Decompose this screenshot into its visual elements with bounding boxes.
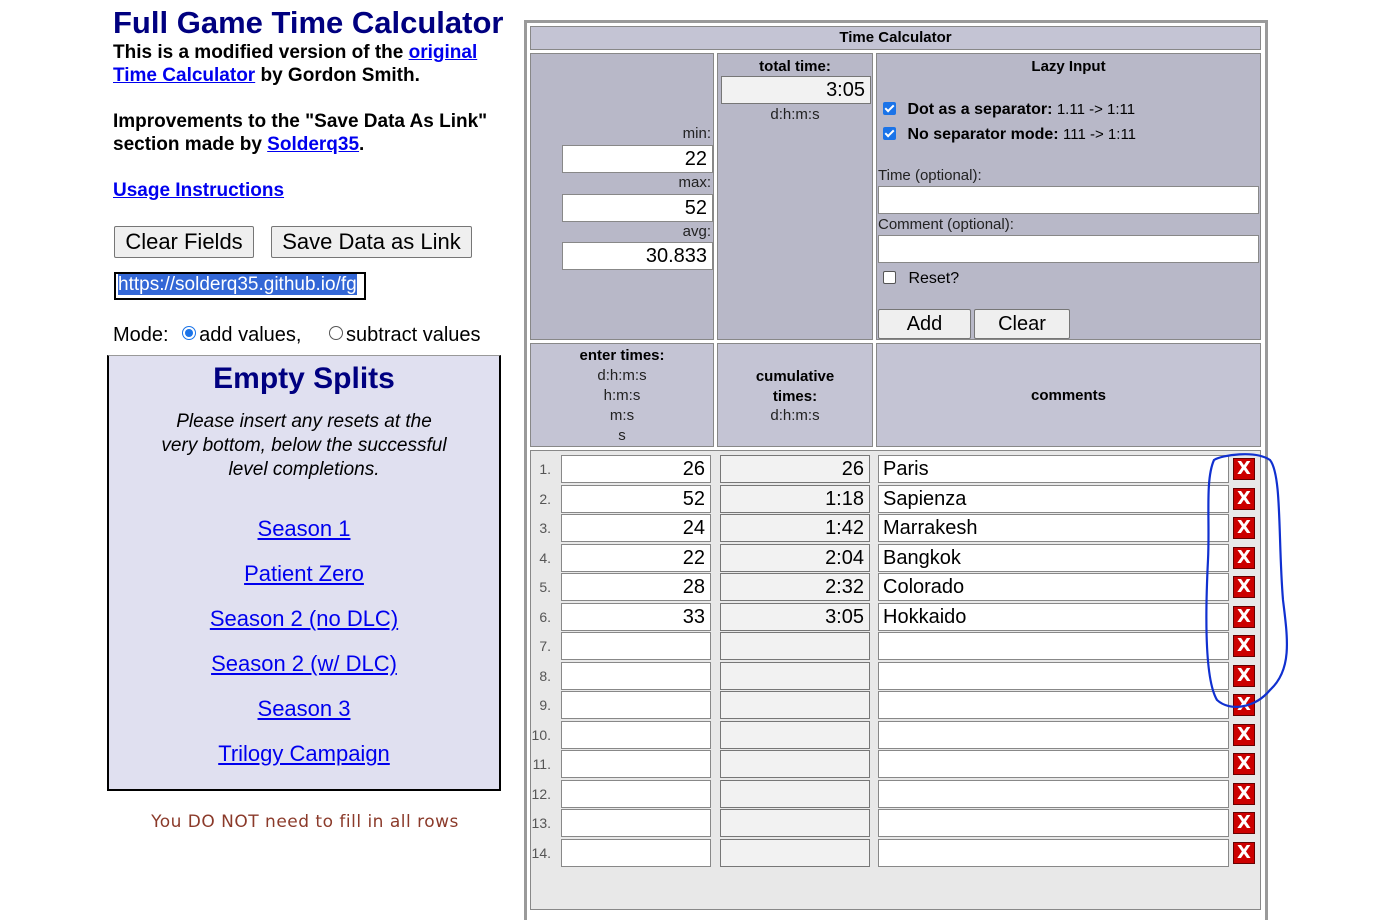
lazy-input-panel xyxy=(876,53,1261,340)
comment-input[interactable] xyxy=(878,662,1229,690)
save-data-as-link-button[interactable]: Save Data as Link xyxy=(271,226,472,258)
time-input[interactable] xyxy=(561,632,711,660)
delete-row-icon[interactable]: X xyxy=(1233,635,1255,657)
no-separator-label[interactable]: No separator mode: xyxy=(907,126,1059,143)
format-hms: h:m:s xyxy=(603,387,641,404)
fill-rows-note: You DO NOT need to fill in all rows xyxy=(151,812,459,832)
no-separator-example: 111 -> 1:11 xyxy=(1063,126,1137,143)
mode-selector xyxy=(113,324,481,347)
mode-label: Mode: xyxy=(113,324,169,346)
cumulative-time-field: 2:04 xyxy=(720,544,870,572)
lazy-clear-button[interactable]: Clear xyxy=(974,309,1070,339)
cumulative-time-field xyxy=(720,691,870,719)
split-link-trilogy-campaign[interactable]: Trilogy Campaign xyxy=(218,741,390,766)
time-input[interactable]: 33 xyxy=(561,603,711,631)
empty-splits-panel xyxy=(107,355,501,791)
time-input[interactable] xyxy=(561,662,711,690)
intro-suffix: by Gordon Smith. xyxy=(255,65,420,86)
delete-row-icon[interactable]: X xyxy=(1233,488,1255,510)
delete-row-icon[interactable]: X xyxy=(1233,458,1255,480)
intro-prefix: This is a modified version of the xyxy=(113,42,409,63)
cumulative-times-label: cumulative times: xyxy=(755,368,835,405)
time-input[interactable]: 52 xyxy=(561,485,711,513)
delete-row-icon[interactable]: X xyxy=(1233,694,1255,716)
format-ms: m:s xyxy=(609,407,635,424)
cumulative-time-field: 1:42 xyxy=(720,514,870,542)
format-dhms: d:h:m:s xyxy=(597,367,647,384)
split-link-season-3[interactable]: Season 3 xyxy=(257,696,351,721)
clear-fields-button[interactable]: Clear Fields xyxy=(114,226,254,258)
row-number: 12. xyxy=(531,785,551,802)
cumulative-time-field: 3:05 xyxy=(720,603,870,631)
comment-input[interactable]: Paris xyxy=(878,455,1229,483)
format-s: s xyxy=(618,427,626,444)
split-link-patient-zero[interactable]: Patient Zero xyxy=(244,561,364,586)
comment-input[interactable] xyxy=(878,691,1229,719)
cumulative-times-header xyxy=(717,343,873,447)
row-number: 7. xyxy=(539,638,551,654)
stats-cell xyxy=(530,53,714,340)
usage-instructions-link[interactable]: Usage Instructions xyxy=(113,180,285,201)
split-link-season-2-no-dlc[interactable]: Season 2 (no DLC) xyxy=(209,606,399,631)
row-number: 4. xyxy=(539,549,551,566)
time-optional-label: Time (optional): xyxy=(878,167,982,184)
comment-input[interactable] xyxy=(878,839,1229,867)
empty-splits-note: Please insert any resets at the very bottom, below the successful level completions. xyxy=(161,411,447,480)
min-label: min: xyxy=(682,125,711,142)
cumulative-format: d:h:m:s xyxy=(770,407,820,424)
time-input[interactable] xyxy=(561,721,711,749)
dot-separator-checkbox[interactable] xyxy=(883,102,896,115)
delete-row-icon[interactable]: X xyxy=(1233,724,1255,746)
delete-row-icon[interactable]: X xyxy=(1233,547,1255,569)
cumulative-time-field xyxy=(720,721,870,749)
original-time-calculator-link[interactable]: original Time Calculator xyxy=(113,42,478,86)
lazy-comment-input[interactable] xyxy=(878,235,1259,263)
delete-row-icon[interactable]: X xyxy=(1233,783,1255,805)
improve-suffix: . xyxy=(359,134,365,155)
solderq35-link[interactable]: Solderq35 xyxy=(267,134,360,155)
dot-separator-option xyxy=(883,101,1135,119)
time-input[interactable] xyxy=(561,691,711,719)
comment-input[interactable] xyxy=(878,780,1229,808)
row-number: 5. xyxy=(539,579,551,595)
enter-times-header xyxy=(530,343,714,447)
comment-input[interactable]: Sapienza xyxy=(878,485,1229,513)
total-time-field: 3:05 xyxy=(721,76,871,104)
row-number: 11. xyxy=(532,756,551,772)
saved-link-text: https://solderq35.github.io/fg xyxy=(118,274,357,295)
cumulative-time-field xyxy=(720,839,870,867)
comment-input[interactable]: Marrakesh xyxy=(878,514,1229,542)
delete-row-icon[interactable]: X xyxy=(1233,753,1255,775)
time-calculator xyxy=(524,20,1268,920)
row-number: 3. xyxy=(539,520,551,536)
max-label: max: xyxy=(678,174,711,191)
delete-row-icon[interactable]: X xyxy=(1233,842,1255,864)
split-link-season-1[interactable]: Season 1 xyxy=(257,516,351,541)
row-number: 13. xyxy=(531,815,551,831)
empty-splits-title: Empty Splits xyxy=(213,362,395,395)
cumulative-time-field xyxy=(720,662,870,690)
delete-row-icon[interactable]: X xyxy=(1233,812,1255,834)
cumulative-time-field: 2:32 xyxy=(720,573,870,601)
time-calculator-body xyxy=(527,23,1265,920)
time-input[interactable] xyxy=(561,750,711,778)
improve-prefix: Improvements to the "Save Data As Link" section made by xyxy=(113,111,488,155)
avg-label: avg: xyxy=(682,223,711,240)
reset-label[interactable]: Reset? xyxy=(908,270,960,287)
lazy-time-input[interactable] xyxy=(878,186,1259,214)
lazy-add-button[interactable]: Add xyxy=(878,309,971,339)
comment-input[interactable] xyxy=(878,721,1229,749)
time-input[interactable] xyxy=(561,839,711,867)
time-input[interactable]: 24 xyxy=(561,514,711,542)
enter-times-label: enter times: xyxy=(579,347,665,364)
reset-checkbox[interactable] xyxy=(883,271,896,284)
row-number: 14. xyxy=(531,844,551,861)
cumulative-time-field xyxy=(720,632,870,660)
dot-separator-label[interactable]: Dot as a separator: xyxy=(907,101,1053,118)
comments-label: comments xyxy=(1030,387,1107,404)
total-time-cell xyxy=(717,53,873,340)
total-time-label: total time: xyxy=(759,58,831,75)
total-time-format: d:h:m:s xyxy=(770,106,820,123)
min-value-field: 22 xyxy=(562,145,713,173)
dot-separator-example: 1.11 -> 1:11 xyxy=(1056,101,1136,118)
time-input[interactable]: 28 xyxy=(561,573,711,601)
time-input[interactable]: 26 xyxy=(561,455,711,483)
saved-link-field[interactable] xyxy=(114,272,366,300)
subtract-values-radio[interactable] xyxy=(329,326,343,340)
max-value-field: 52 xyxy=(562,194,713,222)
comment-input[interactable]: Hokkaido xyxy=(878,603,1229,631)
comment-input[interactable]: Bangkok xyxy=(878,544,1229,572)
intro-section xyxy=(113,6,513,202)
delete-row-icon[interactable]: X xyxy=(1233,517,1255,539)
comment-input[interactable] xyxy=(878,750,1229,778)
improvements-text xyxy=(113,110,513,156)
time-input[interactable]: 22 xyxy=(561,544,711,572)
row-number: 6. xyxy=(539,608,551,625)
cumulative-time-field xyxy=(720,809,870,837)
time-input[interactable] xyxy=(561,809,711,837)
split-links xyxy=(109,506,499,776)
row-number: 10. xyxy=(531,726,551,743)
page-title: Full Game Time Calculator xyxy=(113,5,504,40)
split-link-season-2-dlc[interactable]: Season 2 (w/ DLC) xyxy=(211,651,397,676)
comment-optional-label: Comment (optional): xyxy=(878,216,1014,233)
row-number: 9. xyxy=(539,697,551,713)
add-values-label[interactable]: add values, xyxy=(199,324,302,346)
cumulative-time-field xyxy=(720,780,870,808)
no-separator-option xyxy=(883,126,1136,144)
comment-input[interactable] xyxy=(878,632,1229,660)
cumulative-time-field: 26 xyxy=(720,455,870,483)
comment-input[interactable] xyxy=(878,809,1229,837)
cumulative-time-field: 1:18 xyxy=(720,485,870,513)
calculator-title: Time Calculator xyxy=(530,26,1261,50)
delete-row-icon[interactable]: X xyxy=(1233,576,1255,598)
subtract-values-label[interactable]: subtract values xyxy=(346,324,481,346)
reset-option xyxy=(883,270,959,288)
intro-text xyxy=(113,41,513,87)
row-number: 8. xyxy=(539,667,551,684)
comments-header xyxy=(876,343,1261,447)
no-separator-checkbox[interactable] xyxy=(883,127,896,140)
lazy-input-title: Lazy Input xyxy=(1031,58,1106,75)
comment-input[interactable]: Colorado xyxy=(878,573,1229,601)
row-number: 2. xyxy=(539,490,551,507)
cumulative-time-field xyxy=(720,750,870,778)
delete-row-icon[interactable]: X xyxy=(1233,606,1255,628)
avg-value-field: 30.833 xyxy=(562,242,713,270)
row-number: 1. xyxy=(539,461,551,477)
delete-row-icon[interactable]: X xyxy=(1233,665,1255,687)
time-input[interactable] xyxy=(561,780,711,808)
add-values-radio[interactable] xyxy=(182,326,196,340)
